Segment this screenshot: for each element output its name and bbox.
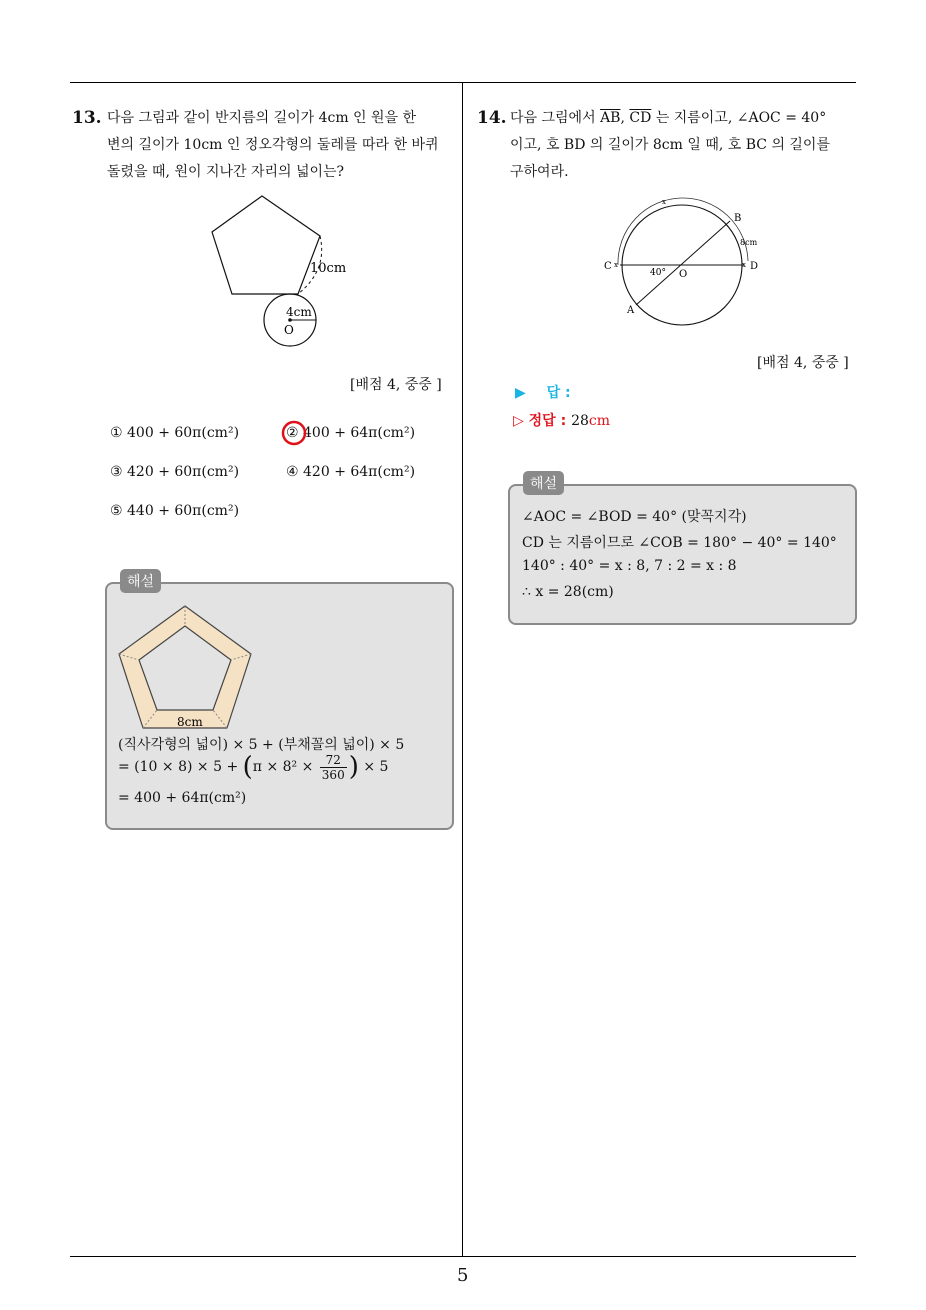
q14-expl-line-2: CD 는 지름이므로 ∠COB = 180° − 40° = 140° <box>522 535 837 551</box>
pentagon-shape <box>212 196 320 294</box>
q13-number: 13. <box>72 108 102 128</box>
choice-4-mark: ④ <box>286 464 299 480</box>
label-d: D <box>750 261 759 272</box>
choice-3-text: 420 + 60π(cm²) <box>127 464 240 480</box>
choice-5-text: 440 + 60π(cm²) <box>127 503 240 519</box>
fraction-denominator: 360 <box>321 767 345 782</box>
choice-3-mark: ③ <box>110 464 123 480</box>
label-c: C <box>604 261 612 272</box>
correct-value: 28 <box>571 413 589 429</box>
expl-line2-part-c: × 5 <box>363 759 389 775</box>
q14-number: 14. <box>477 108 507 128</box>
q14-line1-a: 다음 그림에서 <box>510 110 596 126</box>
q14-correct-row <box>513 410 610 430</box>
choice-1-mark: ① <box>110 425 123 441</box>
choice-1-text: 400 + 60π(cm²) <box>127 425 240 441</box>
paren-close: ) <box>348 752 359 782</box>
q14-line-2: 이고, 호 BD 의 길이가 8cm 일 때, 호 BC 의 길이를 <box>510 137 830 153</box>
label-o: O <box>679 269 688 280</box>
choice-4-text: 420 + 64π(cm²) <box>303 464 416 480</box>
q14-expl-line-3: 140° : 40° = x : 8, 7 : 2 = x : 8 <box>522 558 737 574</box>
q13-explanation-tab: 해설 <box>120 569 161 593</box>
q13-line-3: 돌렸을 때, 원이 지나간 자리의 넓이는? <box>107 164 345 180</box>
q14-line-1 <box>510 105 860 132</box>
column-divider <box>462 82 463 1256</box>
q13-choice-4[interactable] <box>286 464 415 480</box>
center-label: O <box>284 323 294 337</box>
q13-expl-line-1: (직사각형의 넓이) × 5 + (부채꼴의 넓이) × 5 <box>118 737 405 753</box>
q14-line1-b: 는 지름이고, ∠AOC = 40° <box>655 110 827 126</box>
arc-bc-guide <box>618 198 748 265</box>
side-label: 10cm <box>310 261 347 276</box>
label-b: B <box>734 213 742 224</box>
answer-label: 답 : <box>546 385 571 401</box>
q13-expl-line-2 <box>118 752 388 782</box>
q13-choice-1[interactable] <box>110 425 239 441</box>
q14-answer-row[interactable] <box>515 382 571 402</box>
answer-circle-mark <box>280 419 308 447</box>
segment-ab: $\overline{AB}$ <box>600 110 621 126</box>
paren-open: ( <box>242 752 253 782</box>
radius-label: 4cm <box>286 305 312 319</box>
q14-line-3: 구하여라. <box>510 164 569 180</box>
q13-choice-3[interactable] <box>110 464 239 480</box>
choice-2-mark: ② <box>286 425 299 441</box>
fraction-numerator: 72 <box>320 753 347 768</box>
top-rule <box>70 82 856 83</box>
q13-line-2: 변의 길이가 10cm 인 정오각형의 둘레를 따라 한 바퀴 <box>107 137 439 153</box>
label-a: A <box>627 305 635 316</box>
arc-label: 8cm <box>740 238 758 247</box>
q13-choice-2[interactable] <box>286 425 415 441</box>
q13-expl-line-3: = 400 + 64π(cm²) <box>118 790 247 806</box>
page-number: 5 <box>457 1265 469 1286</box>
q14-sep: , <box>620 110 625 126</box>
q13-pentagon-figure <box>200 190 370 350</box>
correct-label: 정답 : <box>528 413 567 429</box>
segment-cd: $\overline{CD}$ <box>629 110 652 126</box>
angle-label: 40° <box>650 268 666 278</box>
bottom-rule <box>70 1256 856 1257</box>
x-label-right: x <box>742 261 746 269</box>
q14-explanation-tab: 해설 <box>523 471 564 495</box>
q13-line-1: 다음 그림과 같이 반지름의 길이가 4cm 인 원을 한 <box>107 110 417 126</box>
x-label-top: x <box>662 198 666 206</box>
correct-unit: cm <box>588 413 611 429</box>
q14-difficulty: [배점 4, 중중 ] <box>757 355 849 371</box>
q14-expl-line-1: ∠AOC = ∠BOD = 40° (맞꼭지각) <box>522 509 747 525</box>
correct-arrow-icon: ▷ <box>513 413 524 429</box>
q14-circle-figure <box>600 195 770 331</box>
q13-difficulty: [배점 4, 중중 ] <box>350 377 442 393</box>
answer-arrow-icon: ▶ <box>515 385 526 401</box>
q13-band-figure <box>115 602 255 734</box>
choice-2-text: 400 + 64π(cm²) <box>303 425 416 441</box>
diameter-ab <box>636 221 730 305</box>
expl-line2-part-a: = (10 × 8) × 5 + <box>118 759 239 775</box>
choice-5-mark: ⑤ <box>110 503 123 519</box>
q13-text <box>107 105 457 186</box>
q13-choice-5[interactable] <box>110 503 239 519</box>
band-width-label: 8cm <box>177 715 203 729</box>
q14-expl-line-4: ∴ x = 28(cm) <box>522 584 614 600</box>
fraction <box>320 753 347 782</box>
q14-text <box>510 105 860 186</box>
x-label-left: x <box>614 261 618 269</box>
expl-line2-part-b: π × 8² × <box>252 759 314 775</box>
